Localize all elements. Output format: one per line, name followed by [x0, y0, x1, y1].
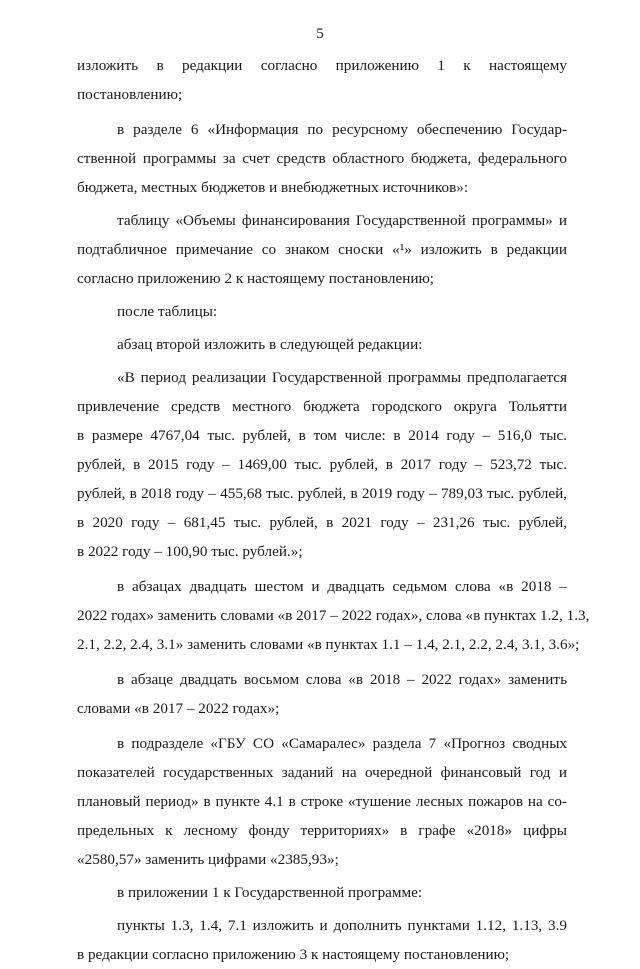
paragraph-8: [77, 665, 567, 723]
text-line: подтабличное примечание со знаком сноски «¹» изложить в редакции: [77, 241, 567, 258]
paragraph-6: [77, 363, 567, 566]
text-line: после таблицы:: [117, 303, 218, 320]
text-line: рублей, в 2015 году – 1469,00 тыс. рублей, в 2017 году – 523,72 тыс.: [77, 456, 567, 473]
text-line: 2022 годах» заменить словами «в 2017 – 2022 годах», слова «в пунктах 1.2, 1.3,: [77, 607, 590, 624]
text-line: пункты 1.3, 1.4, 7.1 изложить и дополнить пунктами 1.12, 1.13, 3.9: [117, 917, 567, 934]
paragraph-1: [77, 51, 567, 109]
paragraph-10: [77, 878, 567, 907]
text-line: показателей государственных заданий на очередной финансовый год и: [77, 764, 567, 781]
text-line: ственной программы за счет средств областного бюджета, федерального: [77, 150, 567, 167]
paragraph-7: [77, 572, 590, 659]
text-line: рублей, в 2018 году – 455,68 тыс. рублей, в 2019 году – 789,03 тыс. рублей,: [77, 485, 567, 502]
text-line: плановый период» в пункте 4.1 в строке «тушение лесных пожаров на со-: [77, 793, 567, 810]
paragraph-5: [77, 330, 567, 359]
page-number: 5: [316, 26, 324, 42]
text-line: согласно приложению 2 к настоящему постановлению;: [77, 270, 435, 287]
text-line: таблицу «Объемы финансирования Государственной программы» и: [117, 212, 567, 229]
text-line: бюджета, местных бюджетов и внебюджетных источников»:: [77, 179, 469, 196]
text-line: изложить в редакции согласно приложению 1 к настоящему: [77, 57, 567, 74]
paragraph-11: [77, 911, 567, 969]
text-line: абзац второй изложить в следующей редакции:: [117, 336, 423, 353]
text-line: в 2022 году – 100,90 тыс. рублей.»;: [77, 543, 303, 560]
text-line: «В период реализации Государственной программы предполагается: [117, 369, 567, 386]
text-line: «2580,57» заменить цифрами «2385,93»;: [77, 851, 339, 868]
text-line: 2.1, 2.2, 2.4, 3.1» заменить словами «в пунктах 1.1 – 1.4, 2.1, 2.2, 2.4, 3.1, 3.6»;: [77, 636, 580, 653]
paragraph-9: [77, 729, 567, 874]
text-line: постановлению;: [77, 86, 183, 103]
text-line: в абзацах двадцать шестом и двадцать седьмом слова «в 2018 –: [117, 578, 567, 595]
text-line: в редакции согласно приложению 3 к настоящему постановлению;: [77, 946, 510, 963]
text-line: в приложении 1 к Государственной программе:: [117, 884, 423, 901]
text-line: привлечение средств местного бюджета городского округа Тольятти: [77, 398, 567, 415]
paragraph-3: [77, 206, 567, 293]
text-line: в размере 4767,04 тыс. рублей, в том числе: в 2014 году – 516,0 тыс.: [77, 427, 567, 444]
text-line: в абзаце двадцать восьмом слова «в 2018 – 2022 годах» заменить: [117, 671, 567, 688]
text-line: в разделе 6 «Информация по ресурсному обеспечению Государ-: [117, 121, 567, 138]
text-line: в подразделе «ГБУ СО «Самаралес» раздела 7 «Прогноз сводных: [117, 735, 567, 752]
paragraph-4: [77, 297, 567, 326]
text-line: предельных к лесному фонду территориях» в графе «2018» цифры: [77, 822, 567, 839]
text-line: словами «в 2017 – 2022 годах»;: [77, 700, 280, 717]
document-body: [77, 51, 590, 969]
paragraph-2: [77, 115, 567, 202]
text-line: в 2020 году – 681,45 тыс. рублей, в 2021 году – 231,26 тыс. рублей,: [77, 514, 567, 531]
